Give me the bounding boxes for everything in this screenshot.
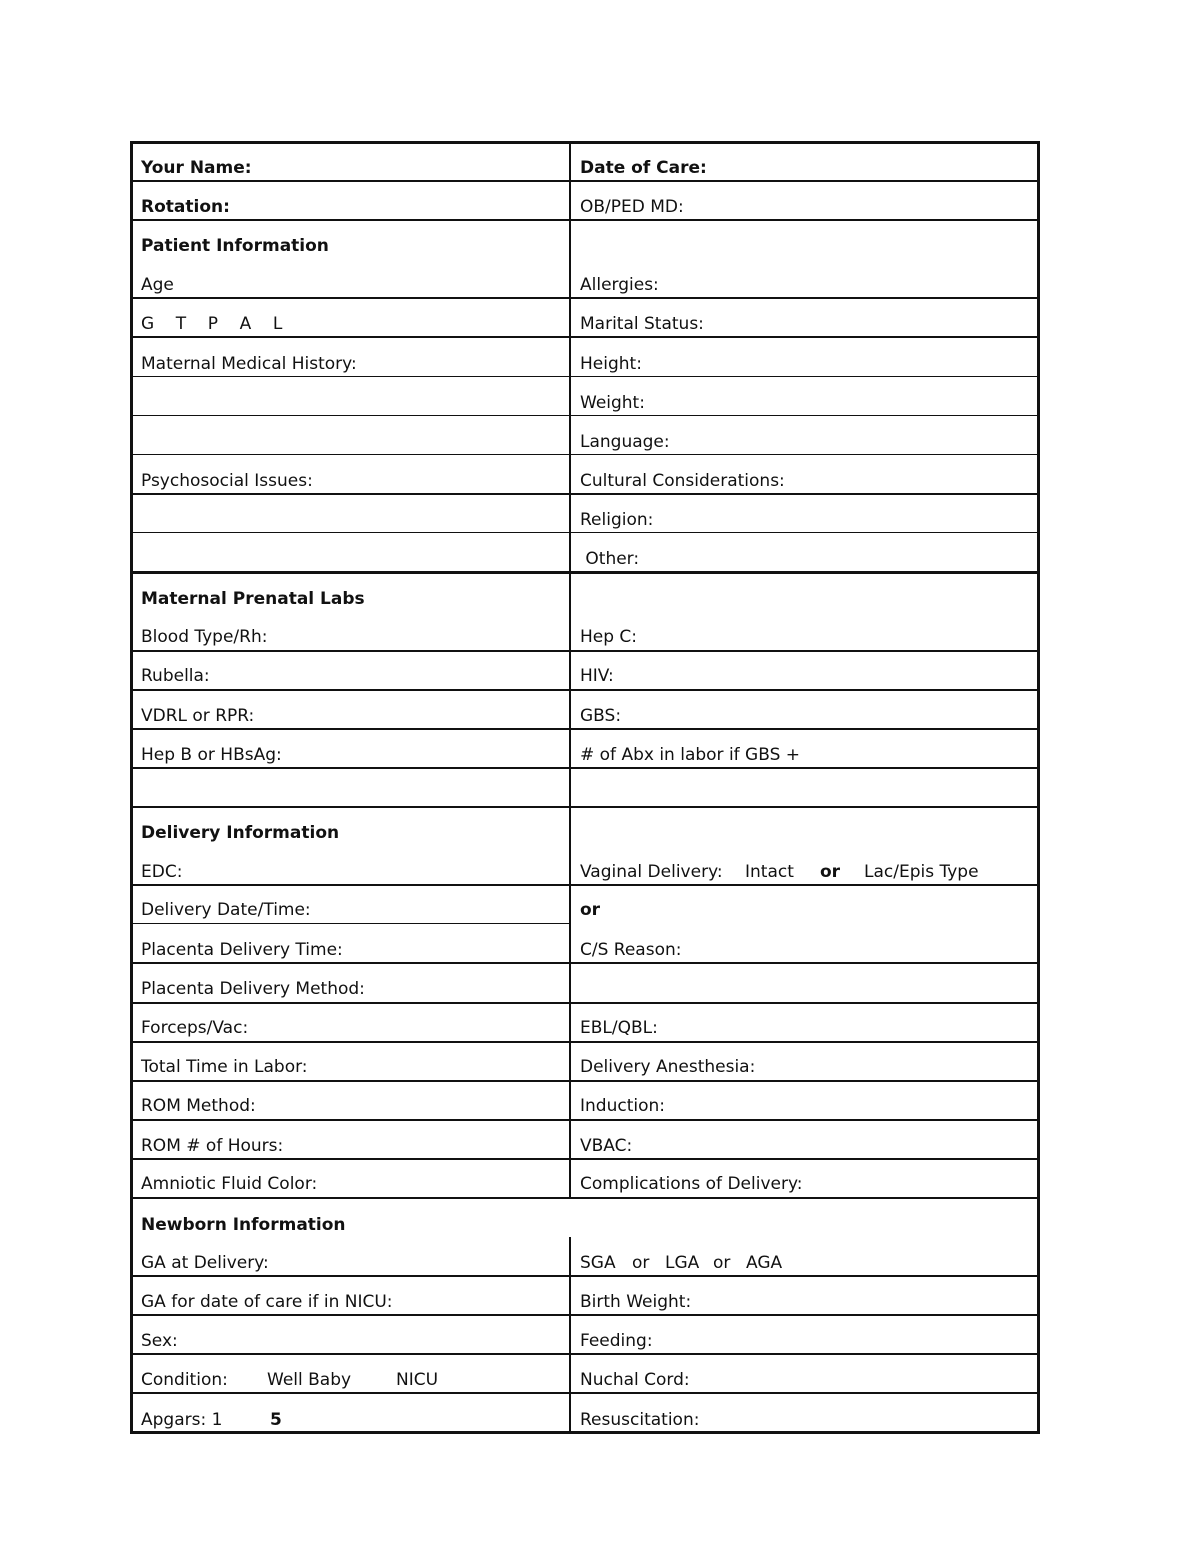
section-heading-maternal-prenatal-labs: Maternal Prenatal Labs [141,589,365,609]
apgars-label: Apgars: 1 [141,1410,223,1430]
other-label: Other: [580,549,640,569]
sex-label: Sex: [141,1331,178,1351]
gbs-label: GBS: [580,706,622,726]
row-rule [130,1431,1040,1434]
well-baby-option: Well Baby [267,1370,352,1390]
placenta-delivery-method-label: Placenta Delivery Method: [141,979,365,999]
cs-reason-label: C/S Reason: [580,940,682,960]
maternal-medical-history-label: Maternal Medical History: [141,354,357,374]
marital-status-label: Marital Status: [580,314,704,334]
total-time-in-labor-label: Total Time in Labor: [141,1057,308,1077]
lga-option: LGA [665,1253,700,1273]
rotation-label: Rotation: [141,197,230,217]
lac-epis-type-option: Lac/Epis Type [864,862,979,882]
birth-weight-label: Birth Weight: [580,1292,692,1312]
row-rule [130,1119,1040,1121]
forceps-vac-label: Forceps/Vac: [141,1018,249,1038]
vdrl-rpr-label: VDRL or RPR: [141,706,255,726]
rubella-label: Rubella: [141,666,210,686]
amniotic-fluid-color-label: Amniotic Fluid Color: [141,1174,318,1194]
row-rule [130,962,1040,964]
nicu-option: NICU [396,1370,439,1390]
delivery-date-time-label: Delivery Date/Time: [141,900,311,920]
gtpal-label: G T P A L [141,314,283,334]
row-rule [130,336,1040,338]
sga-option: SGA [580,1253,616,1273]
row-rule [130,1080,1040,1082]
vaginal-delivery-label: Vaginal Delivery: [580,862,723,882]
delivery-anesthesia-label: Delivery Anesthesia: [580,1057,756,1077]
row-rule [130,376,1040,377]
hep-b-label: Hep B or HBsAg: [141,745,282,765]
rom-hours-label: ROM # of Hours: [141,1136,284,1156]
row-rule [130,180,1040,182]
resuscitation-label: Resuscitation: [580,1410,700,1430]
language-label: Language: [580,432,670,452]
nuchal-cord-label: Nuchal Cord: [580,1370,690,1390]
row-rule [130,1002,1040,1004]
row-rule [130,728,1040,730]
weight-label: Weight: [580,393,645,413]
ga-at-delivery-label: GA at Delivery: [141,1253,269,1273]
clinical-care-form [130,141,1040,1434]
age-label: Age [141,275,174,295]
ebl-qbl-label: EBL/QBL: [580,1018,658,1038]
religion-label: Religion: [580,510,654,530]
row-rule [130,141,1040,144]
row-rule [130,1314,1040,1316]
edc-label: EDC: [141,862,183,882]
hep-c-label: Hep C: [580,627,638,647]
row-rule [130,532,1040,533]
form-left-border [130,141,133,1434]
row-rule [130,1392,1040,1394]
row-rule [130,493,1040,495]
vbac-label: VBAC: [580,1136,633,1156]
row-rule [130,415,1040,416]
ob-ped-md-label: OB/PED MD: [580,197,684,217]
form-right-border [1037,141,1040,1434]
row-rule [130,650,1040,652]
blood-type-label: Blood Type/Rh: [141,627,268,647]
row-rule [130,1275,1040,1277]
feeding-label: Feeding: [580,1331,653,1351]
section-heading-newborn-information: Newborn Information [141,1215,346,1235]
your-name-label: Your Name: [141,158,252,178]
psychosocial-issues-label: Psychosocial Issues: [141,471,313,491]
rom-method-label: ROM Method: [141,1096,256,1116]
aga-option: AGA [746,1253,783,1273]
row-rule [130,1353,1040,1355]
apgar-5-minute-label: 5 [270,1410,282,1430]
row-rule [130,1197,1040,1199]
hiv-label: HIV: [580,666,614,686]
allergies-label: Allergies: [580,275,659,295]
row-rule [130,297,1040,299]
intact-option: Intact [745,862,794,882]
complications-of-delivery-label: Complications of Delivery: [580,1174,803,1194]
ga-for-date-of-care-label: GA for date of care if in NICU: [141,1292,393,1312]
or-separator: or [580,900,601,920]
row-rule [130,219,1040,221]
placenta-delivery-time-label: Placenta Delivery Time: [141,940,343,960]
row-rule [130,454,1040,455]
or-separator: or [632,1253,650,1273]
height-label: Height: [580,354,642,374]
cultural-considerations-label: Cultural Considerations: [580,471,785,491]
section-heading-patient-information: Patient Information [141,236,329,256]
or-separator: or [820,862,841,882]
condition-label: Condition: [141,1370,228,1390]
abx-in-labor-label: # of Abx in labor if GBS + [580,745,801,765]
row-rule [130,1041,1040,1043]
row-rule [130,1158,1040,1160]
induction-label: Induction: [580,1096,665,1116]
column-divider-lower [569,1237,571,1434]
row-rule [130,806,1040,808]
section-heading-delivery-information: Delivery Information [141,823,340,843]
row-rule [130,884,1040,886]
row-rule [130,571,1040,574]
row-rule [130,767,1040,769]
row-rule [130,923,570,924]
or-separator: or [713,1253,731,1273]
row-rule [130,689,1040,691]
date-of-care-label: Date of Care: [580,158,707,178]
